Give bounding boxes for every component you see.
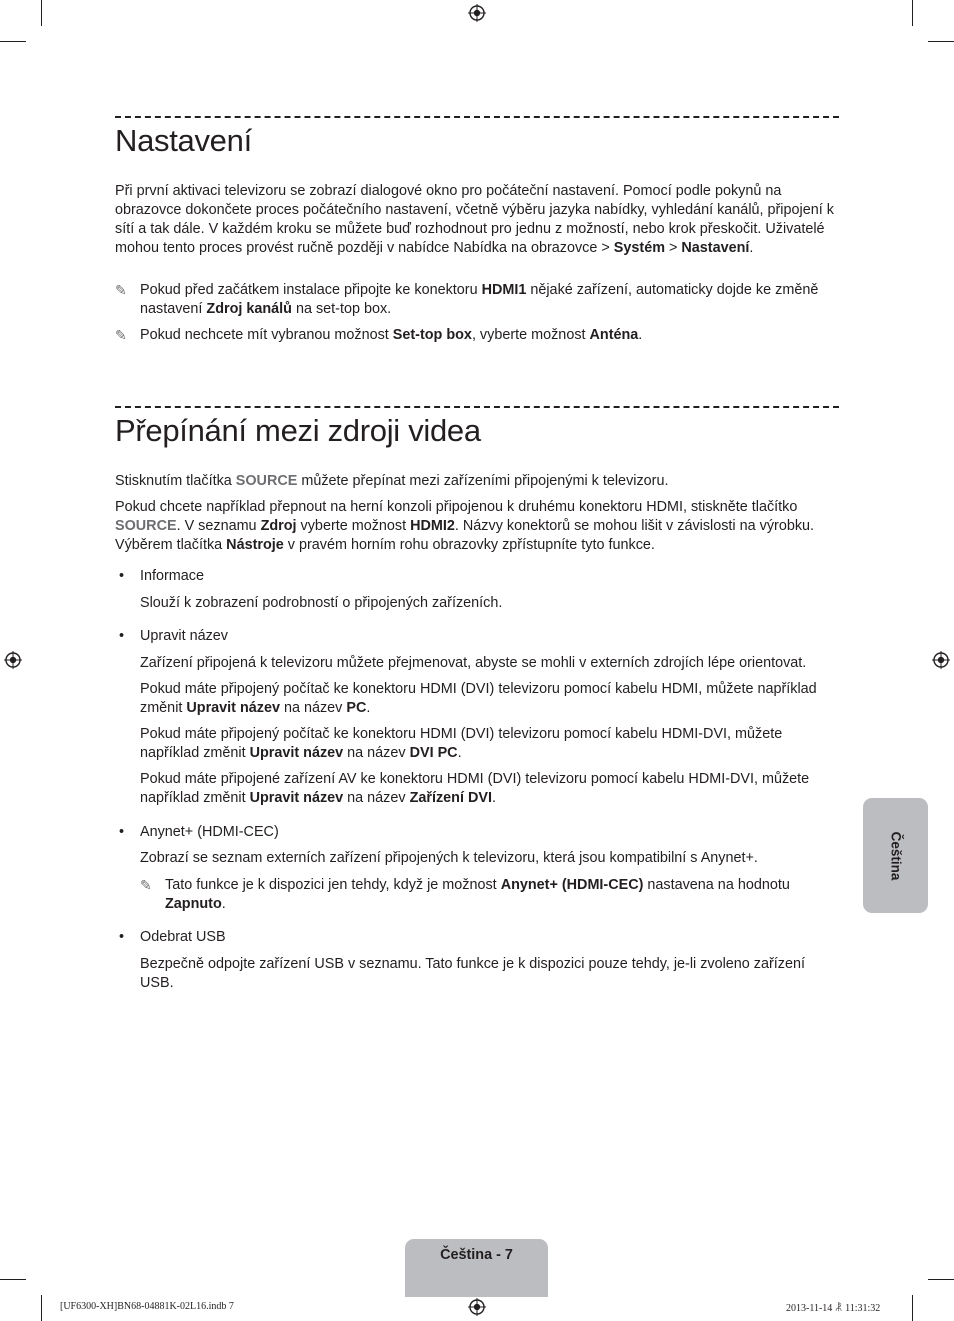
list-item-label: Upravit název bbox=[140, 628, 228, 644]
list-item-desc: Slouží k zobrazení podrobností o připojených zařízeních. bbox=[140, 595, 503, 611]
note-anynet: ✎ Tato funkce je k dispozici jen tehdy, když je možnost Anynet+ (HDMI-CEC) nastavena na hodnotu Zapnuto. bbox=[140, 877, 790, 912]
list-item-label: Informace bbox=[140, 568, 204, 584]
section-title-nastaveni: Nastavení bbox=[115, 123, 252, 158]
note-set-top-box: ✎ Pokud nechcete mít vybranou možnost Set-top box, vyberte možnost Anténa. bbox=[115, 327, 643, 343]
bullet-dot: • bbox=[119, 568, 125, 584]
bullet-dot: • bbox=[119, 628, 125, 644]
rename-example-dvi-pc: Pokud máte připojený počítač ke konektoru HDMI (DVI) televizoru pomocí kabelu HDMI-DVI, můžete například změnit Upravit název na název DVI PC. bbox=[140, 726, 783, 761]
example-paragraph: Pokud chcete například přepnout na herní konzoli připojenou k druhému konektoru HDMI, stiskněte tlačítko SOURCE. V seznamu Zdroj vyberte možnost HDMI2. Názvy konektorů se mohou lišit v závislosti na výrobku. Výběrem tlačítka Nástroje v pravém horním rohu obrazovky zpřístupníte tyto funkce. bbox=[115, 499, 815, 553]
footer-timestamp: 2013-11-14 ꂿ 11:31:32 bbox=[786, 1303, 881, 1314]
bullet-dot: • bbox=[119, 929, 125, 945]
language-side-tab bbox=[863, 798, 928, 913]
pencil-note-icon: ✎ bbox=[140, 877, 152, 893]
rename-example-pc: Pokud máte připojený počítač ke konektoru HDMI (DVI) televizoru pomocí kabelu HDMI, můžete například změnit Upravit název na název PC. bbox=[140, 681, 817, 716]
intro-paragraph: Při první aktivaci televizoru se zobrazí dialogové okno pro počáteční nastavení. Pomocí podle pokynů na obrazovce dokončete proces počátečního nastavení, včetně výběru jazyka nabídky, vyhledání kanálů, připojení k sítí a tak dále. V každém kroku se můžete buď rozhodnout pro jednu z možností, nebo krok přeskočit. Uživatelé mohou tento proces provést ručně později v nabídce Nabídka na obrazovce > Systém > Nastavení. bbox=[115, 183, 834, 256]
registration-mark-icon bbox=[468, 1298, 486, 1316]
bullet-dot: • bbox=[119, 824, 125, 840]
rename-example-av: Pokud máte připojené zařízení AV ke konektoru HDMI (DVI) televizoru pomocí kabelu HDMI-DVI, můžete například změnit Upravit název na název Zařízení DVI. bbox=[140, 771, 810, 806]
list-item-desc: Zobrazí se seznam externích zařízení připojených k televizoru, která jsou kompatibilní s Anynet+. bbox=[140, 850, 758, 866]
crop-mark bbox=[912, 1295, 913, 1321]
list-item-desc: Zařízení připojená k televizoru můžete přejmenovat, abyste se mohli v externích zdrojích lépe orientovat. bbox=[140, 655, 807, 671]
crop-mark bbox=[41, 0, 42, 26]
page-number-tab bbox=[405, 1239, 548, 1297]
list-item-label: Anynet+ (HDMI-CEC) bbox=[140, 824, 279, 840]
registration-mark-icon bbox=[468, 4, 486, 22]
registration-mark-icon bbox=[932, 651, 950, 669]
crop-mark bbox=[0, 41, 26, 42]
section-divider bbox=[115, 406, 839, 408]
registration-mark-icon bbox=[4, 651, 22, 669]
crop-mark bbox=[928, 41, 954, 42]
pencil-note-icon: ✎ bbox=[115, 327, 127, 343]
crop-mark bbox=[41, 1295, 42, 1321]
note-hdmi1: ✎ Pokud před začátkem instalace připojte ke konektoru HDMI1 nějaké zařízení, automaticky dojde ke změně nastavení Zdroj kanálů na set-top box. bbox=[115, 282, 819, 317]
section-title-prepinani: Přepínání mezi zdroji videa bbox=[115, 413, 481, 448]
section-divider bbox=[115, 116, 839, 118]
crop-mark bbox=[912, 0, 913, 26]
list-item-desc: Bezpečně odpojte zařízení USB v seznamu. Tato funkce je k dispozici pouze tehdy, je-li zvoleno zařízení USB. bbox=[140, 956, 805, 991]
crop-mark bbox=[928, 1279, 954, 1280]
page-number-label: Čeština - 7 bbox=[440, 1247, 513, 1263]
list-item-label: Odebrat USB bbox=[140, 929, 226, 945]
footer-file-info: [UF6300-XH]BN68-04881K-02L16.indb 7 bbox=[60, 1301, 234, 1312]
pencil-note-icon: ✎ bbox=[115, 282, 127, 298]
crop-mark bbox=[0, 1279, 26, 1280]
language-side-tab-label: Čeština bbox=[888, 831, 903, 880]
source-paragraph: Stisknutím tlačítka SOURCE můžete přepínat mezi zařízeními připojenými k televizoru. bbox=[115, 473, 669, 489]
